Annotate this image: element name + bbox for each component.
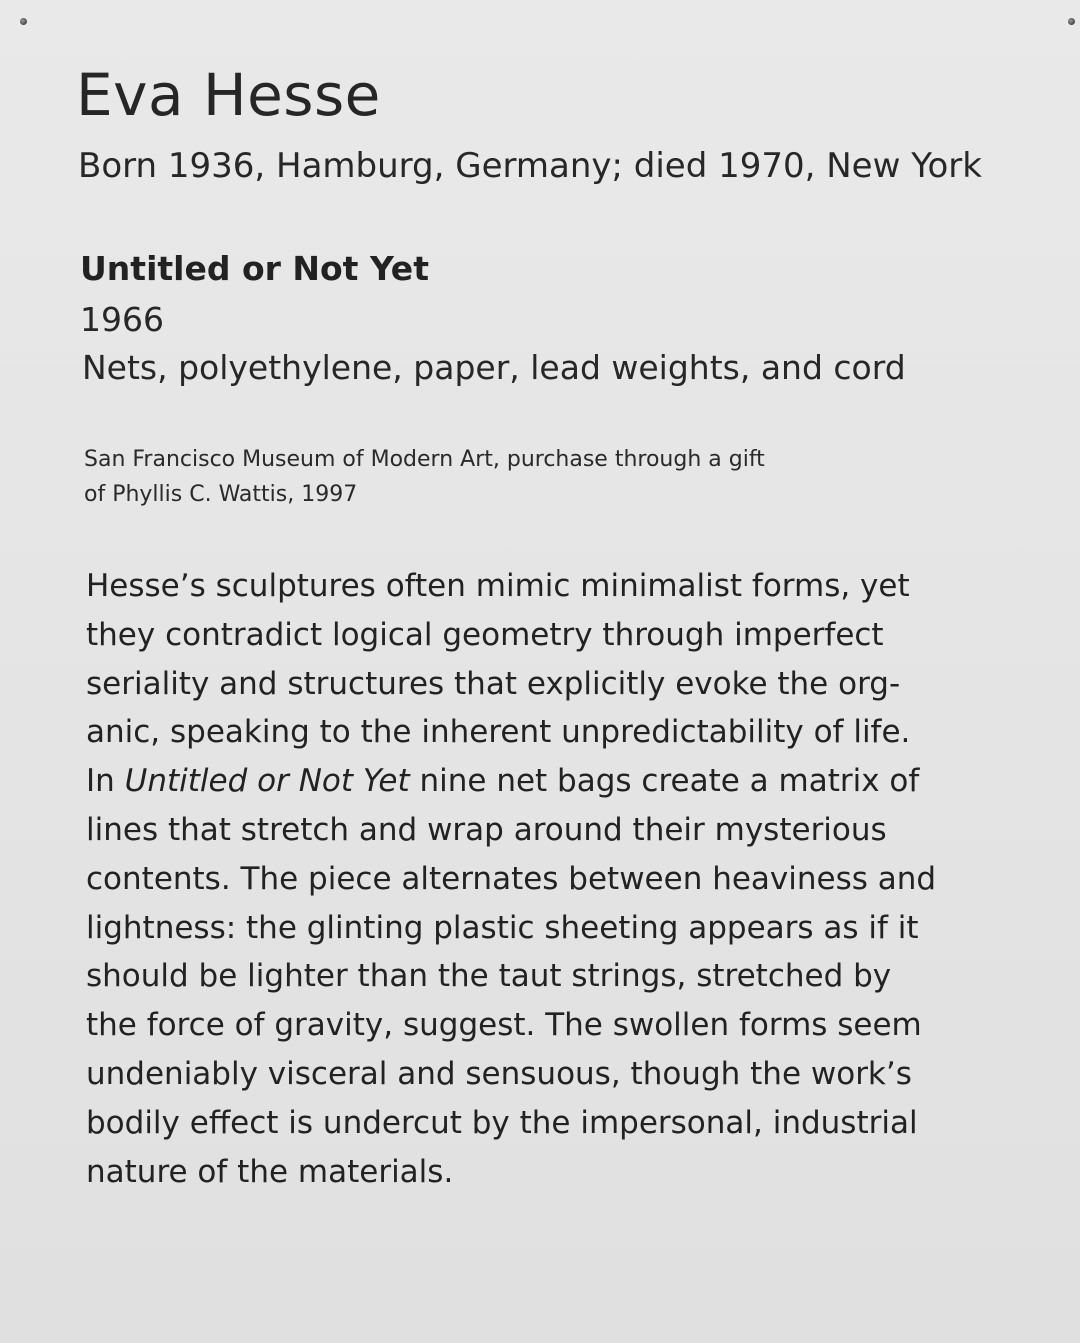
description-line: they contradict logical geometry through imperfect	[86, 616, 884, 653]
description-line	[86, 757, 1016, 806]
description-line: the force of gravity, suggest. The swollen forms seem	[86, 1007, 922, 1044]
artwork-title: Untitled or Not Yet	[80, 249, 429, 288]
pin-right-icon	[1068, 18, 1075, 25]
description-line: anic, speaking to the inherent unpredictability of life.	[86, 714, 911, 751]
description-artwork-title: Untitled or Not Yet	[124, 763, 410, 800]
artwork-date: 1966	[80, 300, 164, 339]
description-line: Hesse’s sculptures often mimic minimalist forms, yet	[86, 568, 910, 604]
description-line: nature of the materials.	[86, 1153, 454, 1190]
description-line: bodily effect is undercut by the impersonal, industrial	[86, 1104, 918, 1141]
description-line: lines that stretch and wrap around their mysterious	[86, 811, 887, 848]
description-line: lightness: the glinting plastic sheeting appears as if it	[86, 909, 919, 946]
credit-line-1: San Francisco Museum of Modern Art, purchase through a gift	[84, 447, 765, 472]
description-line-prefix: In	[86, 763, 125, 800]
artist-name: Eva Hesse	[76, 61, 381, 129]
description-line-suffix: nine net bags create a matrix of	[409, 763, 920, 800]
description-line: should be lighter than the taut strings, stretched by	[86, 958, 892, 995]
credit-line-2: of Phyllis C. Wattis, 1997	[84, 482, 358, 507]
pin-left-icon	[20, 18, 27, 25]
description	[86, 562, 1016, 1196]
artist-bio: Born 1936, Hamburg, Germany; died 1970, New York	[78, 146, 982, 186]
artwork-medium: Nets, polyethylene, paper, lead weights, and cord	[82, 348, 906, 387]
credit-line	[84, 442, 765, 512]
description-line: contents. The piece alternates between heaviness and	[86, 860, 937, 897]
description-line: seriality and structures that explicitly evoke the org-	[86, 665, 901, 702]
description-line: undeniably visceral and sensuous, though the work’s	[86, 1055, 912, 1092]
